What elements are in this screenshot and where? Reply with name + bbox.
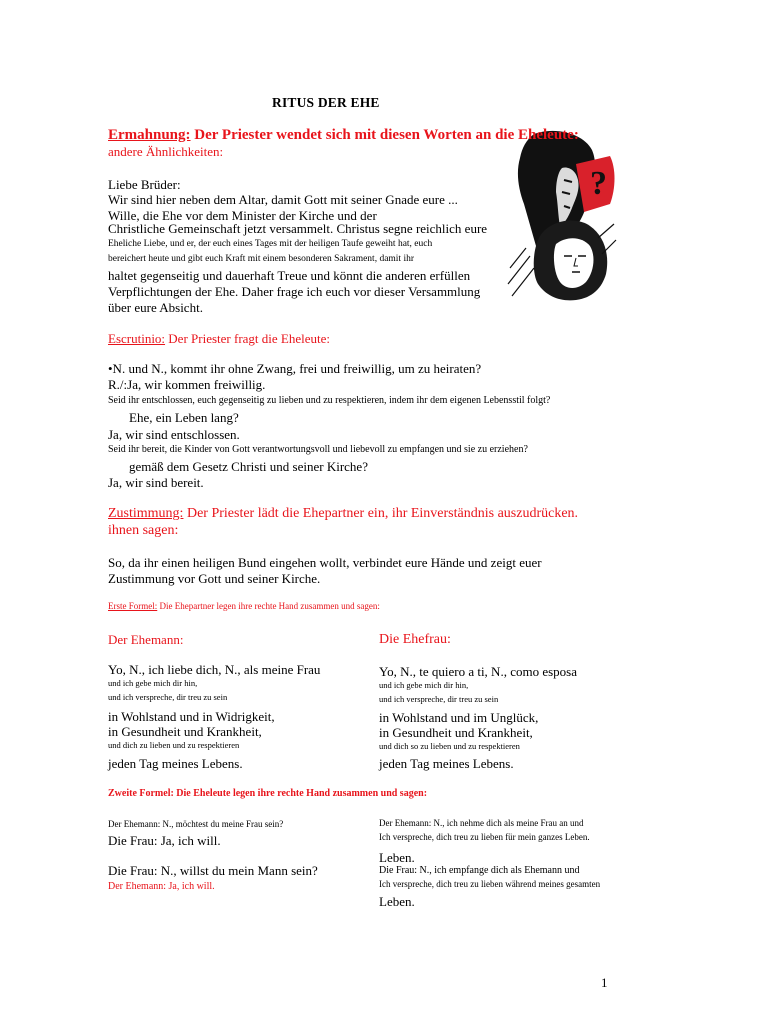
wife-label: Die Ehefrau: <box>379 632 451 647</box>
second-formula-right-line: Der Ehemann: N., ich nehme dich als meine Frau an und <box>379 818 584 828</box>
consent-body: Zustimmung vor Gott und seiner Kirche. <box>108 571 321 586</box>
scrutiny-answer-1: R./:Ja, wir kommen freiwillig. <box>108 377 266 392</box>
wife-vow-line: und ich gebe mich dir hin, <box>379 680 469 690</box>
svg-text:?: ? <box>590 165 607 202</box>
exhortation-line: bereichert heute und gibt euch Kraft mit einem besonderen Sakrament, damit ihr <box>108 254 415 264</box>
page-number: 1 <box>601 975 608 990</box>
couple-sketch-illustration <box>506 128 618 302</box>
second-formula-right-line: Ich verspreche, dich treu zu lieben für mein ganzes Leben. <box>379 832 590 842</box>
second-formula-right-line: Die Frau: N., ich empfange dich als Ehemann und <box>379 865 580 876</box>
consent-heading-text: Der Priester lädt die Ehepartner ein, ihr Einverständnis auszudrücken. <box>183 506 579 521</box>
wife-vow-line: in Wohlstand und im Unglück, <box>379 710 539 725</box>
husband-vow-line: jeden Tag meines Lebens. <box>108 756 243 771</box>
first-formula-heading-text: Die Ehepartner legen ihre rechte Hand zusammen und sagen: <box>157 601 380 611</box>
second-formula-heading: Zweite Formel: Die Eheleute legen ihre rechte Hand zusammen und sagen: <box>108 788 428 799</box>
husband-vow-line: Yo, N., ich liebe dich, N., als meine Frau <box>108 662 321 677</box>
second-formula-left-line: Die Frau: N., willst du mein Mann sein? <box>108 863 318 878</box>
second-formula-left-line: Der Ehemann: Ja, ich will. <box>108 881 215 892</box>
wife-vow-line: Yo, N., te quiero a ti, N., como esposa <box>379 664 577 679</box>
scrutiny-question-2-cont: Ehe, ein Leben lang? <box>129 410 239 425</box>
scrutiny-answer-3: Ja, wir sind bereit. <box>108 475 204 490</box>
second-formula-right-line: Leben. <box>379 850 415 865</box>
wife-vow-line: und dich so zu lieben und zu respektieren <box>379 741 520 751</box>
first-formula-heading-label: Erste Formel: <box>108 601 158 611</box>
husband-label: Der Ehemann: <box>108 632 184 647</box>
husband-vow-line: und dich zu lieben und zu respektieren <box>108 740 240 750</box>
exhortation-line: Wir sind hier neben dem Altar, damit Gott mit seiner Gnade eure ... <box>108 192 458 207</box>
consent-body: So, da ihr einen heiligen Bund eingehen wollt, verbindet eure Hände und zeigt euer <box>108 555 542 570</box>
second-formula-right-line: Leben. <box>379 894 415 909</box>
scrutiny-question-2: Seid ihr entschlossen, euch gegenseitig zu lieben und zu respektieren, indem ihr dem eigenen Lebensstil folgt? <box>108 395 551 406</box>
husband-vow-line: in Gesundheit und Krankheit, <box>108 724 262 739</box>
exhortation-line: Eheliche Liebe, und er, der euch eines Tages mit der heiligen Taufe geweiht hat, euch <box>108 239 433 249</box>
wife-vow-line: in Gesundheit und Krankheit, <box>379 725 533 740</box>
consent-heading <box>108 506 578 522</box>
second-formula-left-line: Die Frau: Ja, ich will. <box>108 833 221 848</box>
scrutiny-answer-2: Ja, wir sind entschlossen. <box>108 427 240 442</box>
husband-vow-line: und ich verspreche, dir treu zu sein <box>108 692 228 702</box>
second-formula-right-line: Ich verspreche, dich treu zu lieben während meines gesamten <box>379 879 601 889</box>
exhortation-subtitle: andere Ähnlichkeiten: <box>108 144 224 159</box>
exhortation-line: Christliche Gemeinschaft jetzt versammelt. Christus segne reichlich eure <box>108 221 488 236</box>
exhortation-greeting: Liebe Brüder: <box>108 177 181 192</box>
husband-vow-line: in Wohlstand und in Widrigkeit, <box>108 709 275 724</box>
exhortation-heading <box>108 126 579 144</box>
scrutiny-question-3-cont: gemäß dem Gesetz Christi und seiner Kirche? <box>129 459 368 474</box>
second-formula-left-line: Der Ehemann: N., möchtest du meine Frau sein? <box>108 819 284 829</box>
scrutiny-question-3: Seid ihr bereit, die Kinder von Gott verantwortungsvoll und liebevoll zu empfangen und sie zu erziehen? <box>108 444 528 455</box>
husband-vow-line: und ich gebe mich dir hin, <box>108 678 198 688</box>
exhortation-line: haltet gegenseitig und dauerhaft Treue und könnt die anderen erfüllen <box>108 268 471 283</box>
wife-vow-line: jeden Tag meines Lebens. <box>379 756 514 771</box>
page-title: RITUS DER EHE <box>272 95 380 110</box>
exhortation-line: Verpflichtungen der Ehe. Daher frage ich euch vor dieser Versammlung <box>108 284 481 299</box>
scrutiny-heading <box>108 331 330 347</box>
scrutiny-question-1: •N. und N., kommt ihr ohne Zwang, frei und freiwillig, um zu heiraten? <box>108 361 482 376</box>
exhortation-heading-text: Der Priester wendet sich mit diesen Worten an die Eheleute: <box>190 127 579 143</box>
first-formula-heading <box>108 600 380 613</box>
exhortation-line: über eure Absicht. <box>108 300 203 315</box>
exhortation-line-text: Wille, die Ehe vor dem Minister der Kirche und der <box>108 208 377 223</box>
exhortation-heading-label: Ermahnung: <box>108 127 191 143</box>
consent-heading-line2: ihnen sagen: <box>108 523 179 538</box>
scrutiny-heading-label: Escrutinio: <box>108 331 166 346</box>
consent-heading-label: Zustimmung: <box>108 506 184 521</box>
scrutiny-heading-text: Der Priester fragt die Eheleute: <box>165 331 331 346</box>
wife-vow-line: und ich verspreche, dir treu zu sein <box>379 694 499 704</box>
